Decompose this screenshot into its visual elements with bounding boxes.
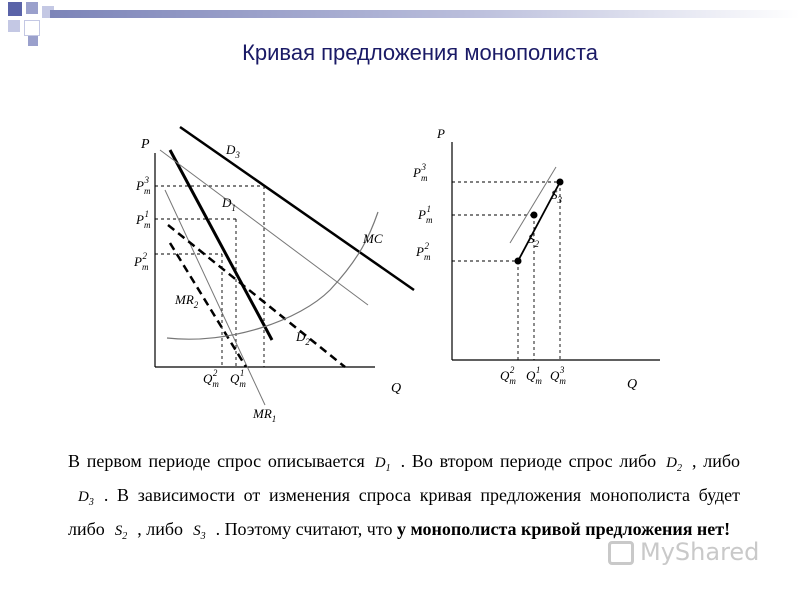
left-p-label: P	[141, 137, 150, 152]
para-conclusion: у монополиста кривой предложения нет!	[396, 519, 731, 539]
mc-curve	[167, 212, 378, 339]
d3-label: $D_3$	[226, 142, 240, 160]
left-qm1-label: $Q_m1$	[230, 368, 246, 389]
point-p3	[557, 179, 564, 186]
d3-line	[180, 127, 414, 290]
para-sym-s3: $S_3$	[193, 523, 206, 542]
explanation-paragraph	[68, 448, 740, 550]
para-sym-d1: $D_1$	[374, 455, 391, 474]
left-pm2-label: $P_m2$	[134, 251, 149, 272]
page-title: Кривая предложения монополиста	[242, 40, 598, 65]
para-text-1: В первом периоде спрос описывается	[68, 451, 365, 471]
para-sym-d3: $D_3$	[78, 489, 94, 508]
para-sym-s2: $S_2$	[114, 523, 128, 542]
d2-label: $D_2$	[296, 329, 310, 347]
right-guides	[452, 182, 560, 360]
s2-label: $S_2$	[528, 231, 539, 249]
right-pm2-label: $P_m2$	[416, 241, 431, 262]
right-qm1-label: $Q_m1$	[526, 365, 542, 386]
point-p1	[531, 212, 538, 219]
mr2-label: $MR_2$	[175, 292, 199, 310]
left-pm3-label: $P_m3$	[136, 175, 151, 196]
right-p-label: P	[437, 126, 445, 141]
mr1-label: $MR_1$	[253, 406, 277, 424]
right-graph	[412, 126, 660, 392]
right-pm3-label: $P_m3$	[413, 162, 428, 183]
left-guides	[155, 186, 264, 367]
para-text-2: . Во втором периоде спрос либо	[400, 451, 657, 471]
para-text-5: , либо	[137, 519, 184, 539]
watermark: MyShared	[608, 538, 759, 566]
right-qm3-label: $Q_m3$	[550, 365, 566, 386]
right-pm1-label: $P_m1$	[418, 204, 433, 225]
d2-line	[168, 225, 345, 367]
left-graph	[133, 127, 414, 424]
para-text-6: . Поэтому считают, что	[215, 519, 393, 539]
para-sym-d2: $D_2$	[666, 455, 682, 474]
right-q-label: Q	[627, 377, 638, 392]
s3-label: $S_3$	[551, 187, 562, 205]
d1-label: $D_1$	[222, 195, 236, 213]
right-qm2-label: $Q_m2$	[500, 365, 516, 386]
point-p2	[515, 258, 522, 265]
para-text-4: . В зависимости от изменения спроса кривая предложения монополиста будет либо	[68, 485, 740, 539]
mc-label: MC	[363, 231, 383, 246]
left-q-label: Q	[391, 381, 402, 396]
left-qm2-label: $Q_m2$	[203, 368, 219, 389]
watermark-icon	[608, 541, 634, 565]
para-text-3: , либо	[692, 451, 740, 471]
left-pm1-label: $P_m1$	[136, 209, 151, 230]
